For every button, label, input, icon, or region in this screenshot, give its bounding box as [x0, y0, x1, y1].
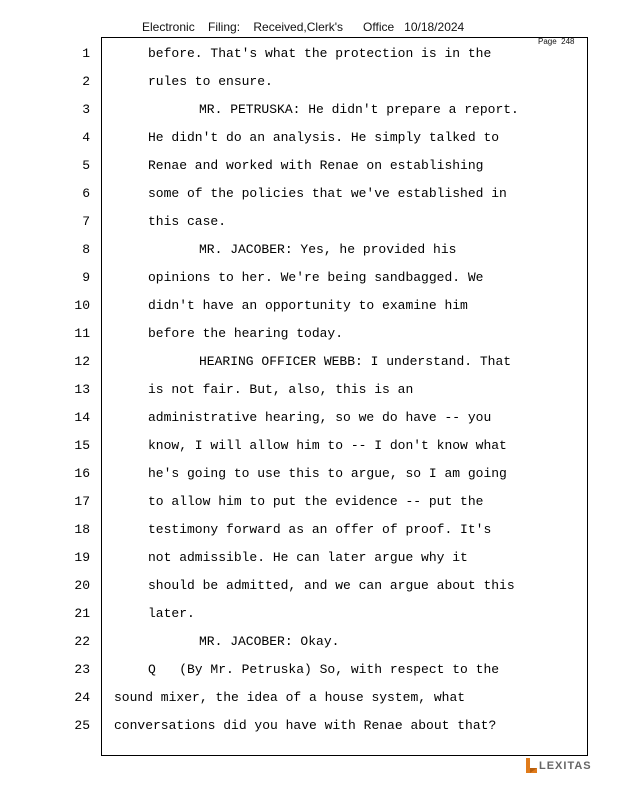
line-number: 13 [74, 382, 90, 397]
line-number: 7 [82, 214, 90, 229]
filing-header: Electronic Filing: Received,Clerk's Office 10/18/2024 [142, 20, 465, 34]
lexitas-logo-icon [524, 758, 538, 774]
transcript-line: later. [148, 606, 195, 621]
transcript-line: before the hearing today. [148, 326, 344, 341]
line-number: 5 [82, 158, 90, 173]
transcript-line: MR. PETRUSKA: He didn't prepare a report. [199, 102, 519, 117]
line-number: 24 [74, 690, 90, 705]
transcript-line: Renae and worked with Renae on establishing [148, 158, 484, 173]
line-number: 15 [74, 438, 90, 453]
line-number: 14 [74, 410, 90, 425]
line-number: 2 [82, 74, 90, 89]
line-number: 8 [82, 242, 90, 257]
line-number: 9 [82, 270, 90, 285]
page-number: Page 248 [538, 37, 575, 46]
transcript-line: HEARING OFFICER WEBB: I understand. That [199, 354, 512, 369]
transcript-line: sound mixer, the idea of a house system, what [114, 690, 466, 705]
transcript-line: before. That's what the protection is in the [148, 46, 492, 61]
line-number: 6 [82, 186, 90, 201]
line-number: 12 [74, 354, 90, 369]
transcript-line: not admissible. He can later argue why it [148, 550, 468, 565]
transcript-line: testimony forward as an offer of proof. It's [148, 522, 492, 537]
transcript-line: know, I will allow him to -- I don't know what [148, 438, 507, 453]
lexitas-logo [524, 757, 592, 775]
transcript-line: conversations did you have with Renae about that? [114, 718, 497, 733]
line-number: 11 [74, 326, 90, 341]
line-number: 18 [74, 522, 90, 537]
transcript-line: MR. JACOBER: Okay. [199, 634, 340, 649]
transcript-line: to allow him to put the evidence -- put the [148, 494, 484, 509]
line-number: 23 [74, 662, 90, 677]
line-number: 22 [74, 634, 90, 649]
line-number: 19 [74, 550, 90, 565]
transcript-line: he's going to use this to argue, so I am going [148, 466, 507, 481]
line-number: 10 [74, 298, 90, 313]
transcript-line: administrative hearing, so we do have -- you [148, 410, 492, 425]
line-number: 20 [74, 578, 90, 593]
line-number: 1 [82, 46, 90, 61]
line-number: 16 [74, 466, 90, 481]
transcript-line: some of the policies that we've established in [148, 186, 507, 201]
transcript-line: opinions to her. We're being sandbagged. We [148, 270, 484, 285]
transcript-line: rules to ensure. [148, 74, 273, 89]
line-number: 25 [74, 718, 90, 733]
transcript-line: didn't have an opportunity to examine him [148, 298, 468, 313]
line-number: 3 [82, 102, 90, 117]
transcript-line: Q (By Mr. Petruska) So, with respect to the [148, 662, 500, 677]
transcript-line: this case. [148, 214, 227, 229]
transcript-line: should be admitted, and we can argue about this [148, 578, 515, 593]
line-number: 4 [82, 130, 90, 145]
logo-text: LEXITAS [539, 760, 592, 772]
transcript-line: MR. JACOBER: Yes, he provided his [199, 242, 457, 257]
transcript-line: He didn't do an analysis. He simply talked to [148, 130, 500, 145]
line-number: 17 [74, 494, 90, 509]
line-number: 21 [74, 606, 90, 621]
transcript-line: is not fair. But, also, this is an [148, 382, 414, 397]
